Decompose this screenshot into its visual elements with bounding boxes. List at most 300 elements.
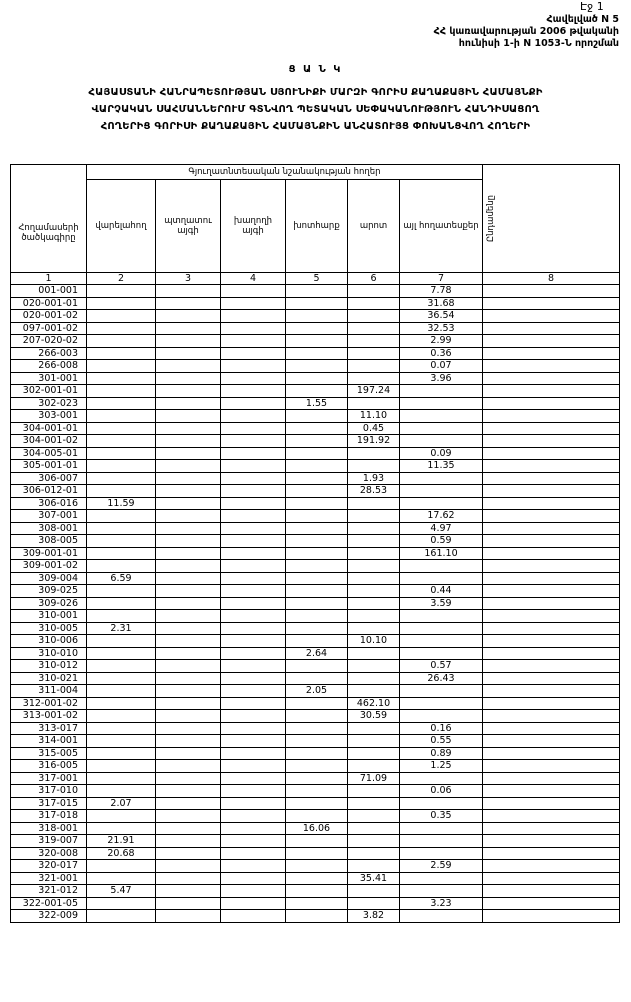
table-row [11,560,620,573]
area-value-cell [348,647,400,660]
area-value-cell [156,385,221,398]
area-value-cell [400,647,483,660]
area-value-cell [348,560,400,573]
area-value-cell [156,547,221,560]
area-value-cell [87,810,156,823]
area-value-cell [87,535,156,548]
area-value-cell [348,522,400,535]
area-value-cell [286,372,348,385]
area-value-cell [483,560,620,573]
area-value-cell: 35.41 [348,872,400,885]
area-value-cell [87,635,156,648]
area-value-cell [156,347,221,360]
area-value-cell [286,360,348,373]
table-row [11,697,620,710]
area-value-cell [400,847,483,860]
area-value-cell [156,460,221,473]
area-value-cell [221,560,286,573]
area-value-cell [286,572,348,585]
area-value-cell [348,885,400,898]
table-row [11,822,620,835]
plot-code-cell: 097-001-02 [11,322,87,335]
area-value-cell [156,672,221,685]
area-value-cell [87,297,156,310]
table-row [11,722,620,735]
plot-code-cell: 301-001 [11,372,87,385]
area-value-cell [483,510,620,523]
table-row [11,572,620,585]
area-value-cell [87,422,156,435]
table-row [11,585,620,598]
area-value-cell [156,435,221,448]
document-title [10,84,621,135]
table-row [11,285,620,298]
area-value-cell [348,572,400,585]
header-total [483,165,620,273]
plot-code-cell: 304-005-01 [11,447,87,460]
area-value-cell [286,622,348,635]
area-value-cell [348,760,400,773]
area-value-cell [87,360,156,373]
plot-code-cell: 304-001-02 [11,435,87,448]
area-value-cell [400,772,483,785]
area-value-cell [348,685,400,698]
plot-code-cell: 309-001-01 [11,547,87,560]
area-value-cell [400,885,483,898]
area-value-cell [87,710,156,723]
area-value-cell: 0.06 [400,785,483,798]
table-row [11,860,620,873]
plot-code-cell: 306-016 [11,497,87,510]
table-row [11,397,620,410]
area-value-cell [221,872,286,885]
area-value-cell [400,422,483,435]
area-value-cell [156,722,221,735]
area-value-cell [286,697,348,710]
area-value-cell [156,447,221,460]
area-value-cell [286,747,348,760]
area-value-cell [483,710,620,723]
header-vineyard: խաղողի այգի [221,180,286,273]
area-value-cell [348,822,400,835]
plot-code-cell: 309-026 [11,597,87,610]
plot-code-cell: 309-004 [11,572,87,585]
area-value-cell: 31.68 [400,297,483,310]
area-value-cell [156,685,221,698]
area-value-cell [87,722,156,735]
area-value-cell [87,510,156,523]
area-value-cell [286,285,348,298]
area-value-cell [483,535,620,548]
area-value-cell [87,322,156,335]
area-value-cell [87,647,156,660]
table-row [11,522,620,535]
area-value-cell [348,510,400,523]
title-line-3: ՀՈՂԵՐԻՑ ԳՈՐԻՍԻ ՔԱՂԱՔԱՅԻՆ ՀԱՄԱՅՆՔԻՆ ԱՆՀԱՏՈՒՅՑ ՓՈԽԱՆՑՎՈՂ ՀՈՂԵՐԻ [100,121,531,132]
area-value-cell [156,560,221,573]
area-value-cell: 0.35 [400,810,483,823]
table-row [11,835,620,848]
area-value-cell [156,597,221,610]
area-value-cell [348,847,400,860]
area-value-cell [483,322,620,335]
table-row [11,710,620,723]
area-value-cell: 1.55 [286,397,348,410]
area-value-cell [348,297,400,310]
area-value-cell: 1.25 [400,760,483,773]
area-value-cell: 28.53 [348,485,400,498]
plot-code-cell: 320-017 [11,860,87,873]
area-value-cell [286,835,348,848]
plot-code-cell: 310-021 [11,672,87,685]
area-value-cell [400,685,483,698]
plot-code-cell: 306-012-01 [11,485,87,498]
area-value-cell [483,472,620,485]
area-value-cell: 6.59 [87,572,156,585]
area-value-cell [483,872,620,885]
area-value-cell [156,910,221,923]
area-value-cell [400,835,483,848]
area-value-cell [286,410,348,423]
header-orchard: պտղատու այգի [156,180,221,273]
area-value-cell [400,622,483,635]
area-value-cell [286,872,348,885]
area-value-cell [400,610,483,623]
area-value-cell [87,610,156,623]
area-value-cell [483,685,620,698]
plot-code-cell: 313-001-02 [11,710,87,723]
area-value-cell [87,585,156,598]
col-number: 4 [221,273,286,285]
area-value-cell [400,397,483,410]
table-row [11,685,620,698]
area-value-cell [348,860,400,873]
plot-code-cell: 303-001 [11,410,87,423]
area-value-cell [348,810,400,823]
area-value-cell [348,747,400,760]
area-value-cell [156,297,221,310]
table-body [11,285,620,923]
area-value-cell [483,835,620,848]
area-value-cell [483,460,620,473]
plot-code-cell: 322-001-05 [11,897,87,910]
area-value-cell [221,710,286,723]
area-value-cell [483,372,620,385]
area-value-cell [221,435,286,448]
area-value-cell: 197.24 [348,385,400,398]
plot-code-cell: 266-003 [11,347,87,360]
area-value-cell [483,860,620,873]
area-value-cell [348,285,400,298]
area-value-cell [483,622,620,635]
area-value-cell [221,822,286,835]
table-row [11,547,620,560]
area-value-cell [156,285,221,298]
area-value-cell [156,422,221,435]
area-value-cell [87,672,156,685]
area-value-cell [400,910,483,923]
area-value-cell [286,547,348,560]
area-value-cell: 21.91 [87,835,156,848]
plot-code-cell: 310-012 [11,660,87,673]
area-value-cell [483,785,620,798]
area-value-cell [483,885,620,898]
plot-code-cell: 309-025 [11,585,87,598]
area-value-cell: 2.31 [87,622,156,635]
col-number: 1 [11,273,87,285]
plot-code-cell: 001-001 [11,285,87,298]
area-value-cell: 26.43 [400,672,483,685]
area-value-cell [221,660,286,673]
area-value-cell [87,897,156,910]
area-value-cell [483,485,620,498]
table-row [11,447,620,460]
area-value-cell: 20.68 [87,847,156,860]
area-value-cell [221,760,286,773]
area-value-cell: 0.55 [400,735,483,748]
plot-code-cell: 312-001-02 [11,697,87,710]
area-value-cell [348,372,400,385]
area-value-cell [483,285,620,298]
area-value-cell [221,697,286,710]
plot-code-cell: 319-007 [11,835,87,848]
plot-code-cell: 308-001 [11,522,87,535]
area-value-cell [286,810,348,823]
header-hayfield: խոտհարք [286,180,348,273]
area-value-cell [286,847,348,860]
area-value-cell: 4.97 [400,522,483,535]
area-value-cell [286,447,348,460]
page-number: Էջ 1 [580,0,604,13]
area-value-cell: 11.10 [348,410,400,423]
area-value-cell [221,297,286,310]
area-value-cell [483,347,620,360]
area-value-cell [156,522,221,535]
col-number: 3 [156,273,221,285]
area-value-cell [221,772,286,785]
table-row [11,735,620,748]
area-value-cell [348,310,400,323]
area-value-cell [156,647,221,660]
table-row [11,472,620,485]
area-value-cell [221,522,286,535]
area-value-cell [348,347,400,360]
area-value-cell [87,822,156,835]
area-value-cell [156,485,221,498]
area-value-cell: 32.53 [400,322,483,335]
plot-code-cell: 314-001 [11,735,87,748]
area-value-cell [156,610,221,623]
area-value-cell [87,747,156,760]
area-value-cell [286,310,348,323]
area-value-cell [483,697,620,710]
area-value-cell: 0.07 [400,360,483,373]
area-value-cell [348,497,400,510]
area-value-cell [286,672,348,685]
area-value-cell [483,572,620,585]
area-value-cell [87,560,156,573]
area-value-cell [286,585,348,598]
area-value-cell [483,847,620,860]
area-value-cell [286,772,348,785]
area-value-cell: 2.64 [286,647,348,660]
table-row [11,772,620,785]
annex-reference [359,14,619,50]
plot-code-cell: 321-012 [11,885,87,898]
plot-code-cell: 322-009 [11,910,87,923]
area-value-cell [348,447,400,460]
plot-code-cell: 318-001 [11,822,87,835]
area-value-cell [221,885,286,898]
area-value-cell [286,722,348,735]
area-value-cell [286,860,348,873]
area-value-cell [483,797,620,810]
area-value-cell [87,872,156,885]
area-value-cell [483,497,620,510]
area-value-cell [221,635,286,648]
area-value-cell [400,410,483,423]
area-value-cell [286,910,348,923]
area-value-cell [348,897,400,910]
area-value-cell [156,472,221,485]
area-value-cell [221,910,286,923]
area-value-cell [156,660,221,673]
area-value-cell [286,385,348,398]
area-value-cell [483,897,620,910]
area-value-cell [87,697,156,710]
area-value-cell [221,610,286,623]
area-value-cell: 0.16 [400,722,483,735]
area-value-cell [483,335,620,348]
area-value-cell: 11.35 [400,460,483,473]
area-value-cell [221,810,286,823]
area-value-cell [483,397,620,410]
area-value-cell [156,585,221,598]
plot-code-cell: 315-005 [11,747,87,760]
area-value-cell [221,897,286,910]
table-row [11,872,620,885]
plot-code-cell: 310-005 [11,622,87,635]
area-value-cell [221,535,286,548]
plot-code-cell: 313-017 [11,722,87,735]
table-row [11,672,620,685]
area-value-cell [483,522,620,535]
area-value-cell: 191.92 [348,435,400,448]
area-value-cell [221,835,286,848]
column-number-row [11,273,620,285]
area-value-cell [348,360,400,373]
area-value-cell [483,435,620,448]
col-number: 7 [400,273,483,285]
area-value-cell [156,810,221,823]
area-value-cell [221,485,286,498]
title-line-1: ՀԱՅԱՍՏԱՆԻ ՀԱՆՐԱՊԵՏՈՒԹՅԱՆ ՍՅՈՒՆԻՔԻ ՄԱՐԶԻ ԳՈՐԻՍ ՔԱՂԱՔԱՅԻՆ ՀԱՄԱՅՆՔԻ [88,87,543,98]
area-value-cell [286,635,348,648]
area-value-cell: 462.10 [348,697,400,710]
area-value-cell [221,310,286,323]
area-value-cell [286,760,348,773]
plot-code-cell: 311-004 [11,685,87,698]
area-value-cell: 3.82 [348,910,400,923]
plot-code-cell: 317-010 [11,785,87,798]
area-value-cell [400,797,483,810]
area-value-cell [286,297,348,310]
table-row [11,635,620,648]
area-value-cell: 0.57 [400,660,483,673]
area-value-cell [221,447,286,460]
area-value-cell [221,622,286,635]
area-value-cell: 71.09 [348,772,400,785]
header-pasture: արոտ [348,180,400,273]
plot-code-cell: 310-010 [11,647,87,660]
area-value-cell [156,747,221,760]
area-value-cell [483,310,620,323]
annex-line-2: ՀՀ կառավարության 2006 թվականի [433,26,619,37]
area-value-cell [221,472,286,485]
table-row [11,597,620,610]
table-row [11,372,620,385]
area-value-cell [483,585,620,598]
area-value-cell [483,647,620,660]
area-value-cell [221,585,286,598]
area-value-cell: 2.99 [400,335,483,348]
area-value-cell [221,410,286,423]
table-row [11,847,620,860]
area-value-cell [483,610,620,623]
area-value-cell [286,322,348,335]
area-value-cell: 0.45 [348,422,400,435]
area-value-cell [348,622,400,635]
area-value-cell [348,672,400,685]
area-value-cell [221,797,286,810]
area-value-cell: 7.78 [400,285,483,298]
area-value-cell [483,360,620,373]
area-value-cell [87,485,156,498]
plot-code-cell: 266-008 [11,360,87,373]
area-value-cell [87,385,156,398]
area-value-cell [156,710,221,723]
area-value-cell [483,635,620,648]
area-value-cell [221,385,286,398]
area-value-cell [156,535,221,548]
plot-code-cell: 321-001 [11,872,87,885]
area-value-cell [156,885,221,898]
area-value-cell [156,410,221,423]
header-code: Հողամասերի ծածկագիրը [11,194,87,273]
area-value-cell [348,797,400,810]
area-value-cell [483,735,620,748]
area-value-cell: 0.09 [400,447,483,460]
area-value-cell [221,347,286,360]
area-value-cell [156,822,221,835]
area-value-cell [286,335,348,348]
area-value-cell [483,672,620,685]
area-value-cell [87,435,156,448]
area-value-cell [348,610,400,623]
area-value-cell [348,722,400,735]
area-value-cell [286,710,348,723]
table-row [11,747,620,760]
area-value-cell [400,697,483,710]
area-value-cell [483,422,620,435]
area-value-cell [87,310,156,323]
table-row [11,760,620,773]
area-value-cell [156,835,221,848]
area-value-cell [286,597,348,610]
plot-code-cell: 020-001-01 [11,297,87,310]
header-arable: վարելահող [87,180,156,273]
plot-code-cell: 310-006 [11,635,87,648]
